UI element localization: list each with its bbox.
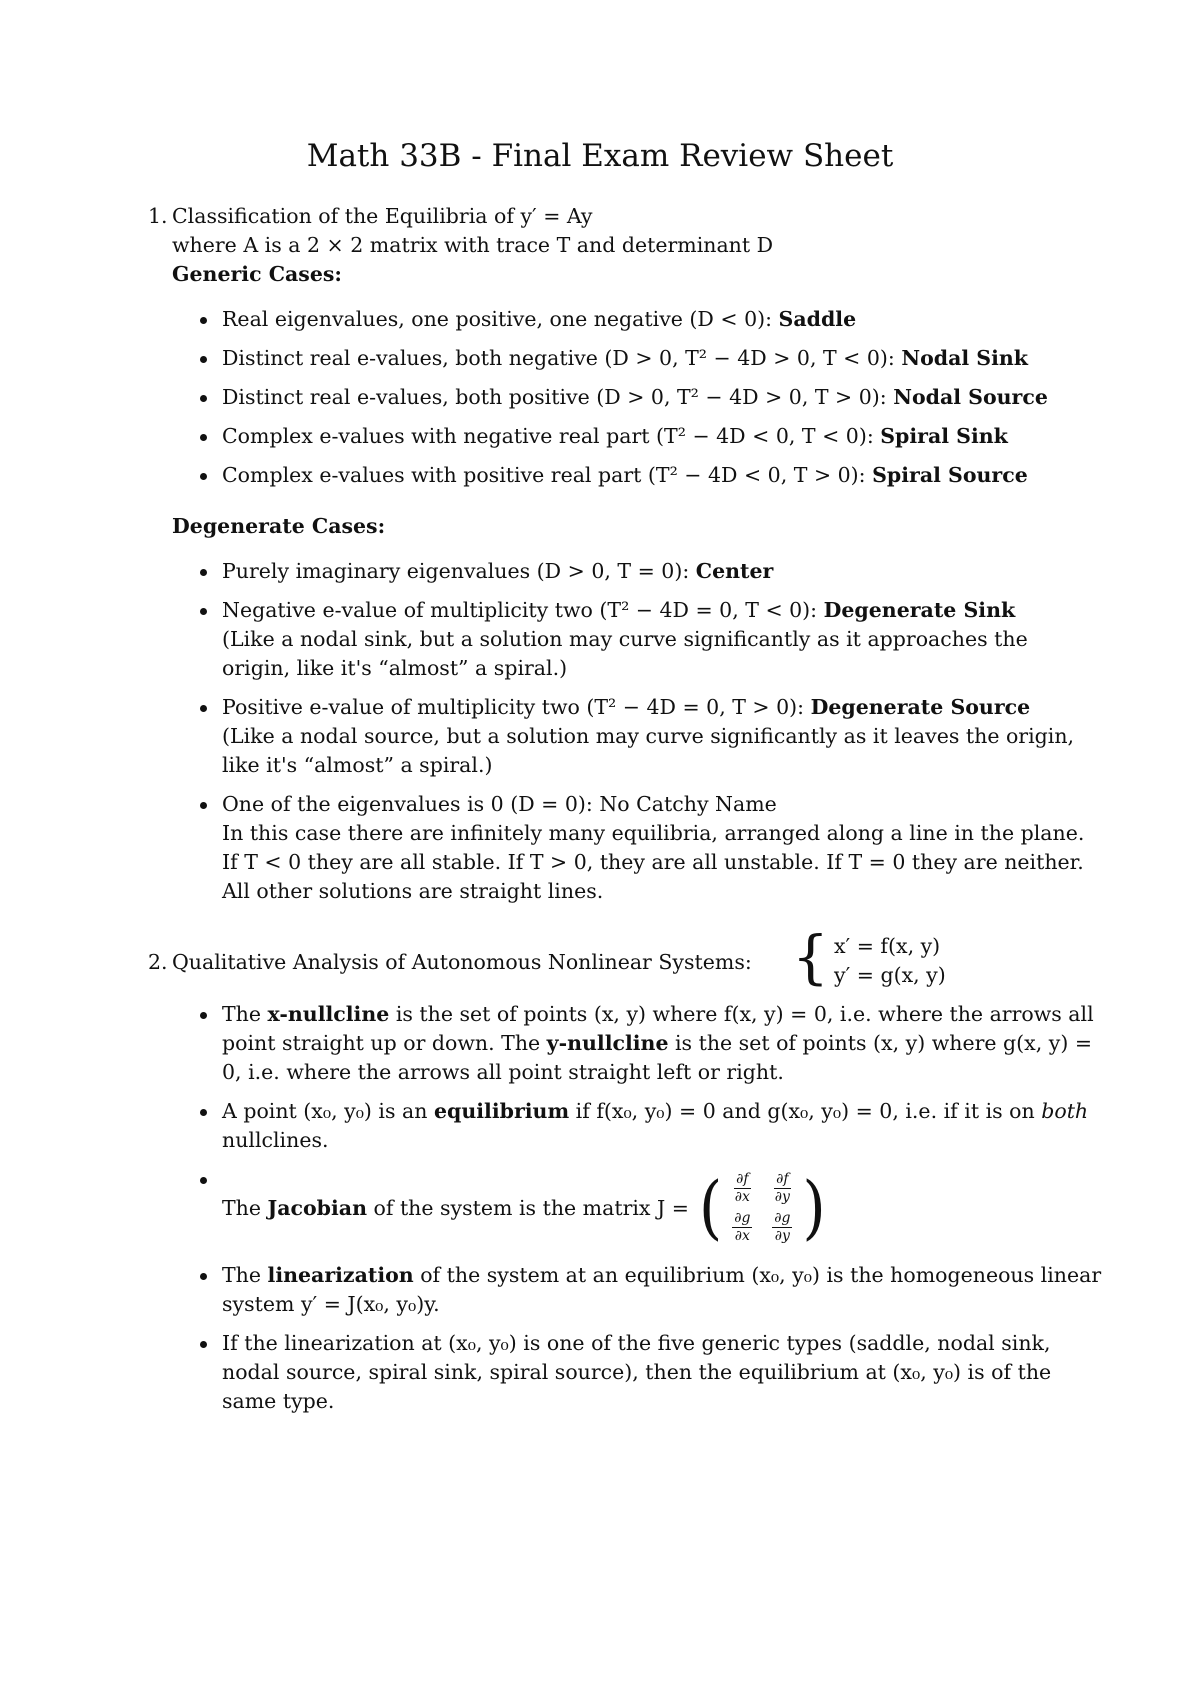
left-brace-glyph: {: [792, 923, 829, 991]
section-nonlinear-systems: [148, 923, 1102, 1426]
equation-y: y′ = g(x, y): [834, 963, 946, 987]
term: x-nullcline: [267, 1002, 390, 1026]
case-condition: Complex e-values with negative real part (T² − 4D < 0, T < 0):: [222, 424, 881, 448]
list-item: [172, 557, 1102, 586]
section-number: 2.: [148, 950, 168, 974]
case-note: In this case there are infinitely many equilibria, arranged along a line in the plane. If T < 0 they are all stable. If T > 0, they are all unstable. If T = 0 they are neither. All other solutions are straight lines.: [222, 821, 1085, 903]
list-item: [172, 1165, 1102, 1251]
jacobian-matrix: ( $\frac{\partial f}{\partial x}$ $\frac{\partial f}{\partial y}$ $\frac{\partial g}{\partial x}$ $\frac{\partial g}{\partial y}$ ): [698, 1167, 826, 1249]
emphasis: both: [1041, 1099, 1089, 1123]
degenerate-cases-heading: Degenerate Cases:: [172, 514, 386, 538]
list-item: If the linearization at (x₀, y₀) is one of the five generic types (saddle, nodal sink, nodal source, spiral sink, spiral source), then the equilibrium at (x₀, y₀) is of the same type.: [172, 1329, 1102, 1416]
list-item: [172, 461, 1102, 490]
list-item: The linearization of the system at an equilibrium (x₀, y₀) is the homogeneous linear system y′ = J(x₀, y₀)y.: [172, 1261, 1102, 1319]
system-definition: [148, 923, 1102, 992]
matrix-entry: $\frac{\partial g}{\partial x}$: [734, 1210, 751, 1244]
case-condition: Distinct real e-values, both negative (D > 0, T² − 4D > 0, T < 0):: [222, 346, 902, 370]
case-condition: Real eigenvalues, one positive, one negative (D < 0):: [222, 307, 779, 331]
degenerate-cases-list: [172, 557, 1102, 906]
case-name: Nodal Sink: [901, 346, 1028, 370]
matrix-entry: $\frac{\partial g}{\partial y}$: [774, 1210, 791, 1244]
term: y-nullcline: [546, 1031, 669, 1055]
case-name: Degenerate Sink: [823, 598, 1016, 622]
list-item: [172, 790, 1102, 906]
list-item: [172, 422, 1102, 451]
case-name: Spiral Sink: [880, 424, 1008, 448]
case-name: Center: [695, 559, 774, 583]
list-item: [172, 344, 1102, 373]
case-note: (Like a nodal source, but a solution may curve significantly as it leaves the origin, like it's “almost” a spiral.): [222, 724, 1075, 777]
list-item: [172, 596, 1102, 683]
section-number: 1.: [148, 204, 168, 228]
case-name: Degenerate Source: [810, 695, 1031, 719]
term: linearization: [267, 1263, 414, 1287]
jacobian-row: The Jacobian of the system is the matrix J = ( $\frac{\partial f}{\partial x}$ $\frac{\partial f}{\partial y}$ $\frac{\partial g}{\partial x}$ $\frac{\partial g}{\partial y}$ ): [222, 1165, 1102, 1251]
generic-cases-heading: Generic Cases:: [172, 262, 342, 286]
case-name: Spiral Source: [872, 463, 1028, 487]
section-heading: Classification of the Equilibria of y′ = Ay: [172, 204, 593, 228]
nonlinear-list: [172, 1000, 1102, 1416]
case-condition: Negative e-value of multiplicity two (T² − 4D = 0, T < 0):: [222, 598, 824, 622]
generic-cases-list: [172, 305, 1102, 490]
list-item: [172, 305, 1102, 334]
section-subheading: where A is a 2 × 2 matrix with trace T and determinant D: [172, 233, 774, 257]
list-item: A point (x₀, y₀) is an equilibrium if f(x₀, y₀) = 0 and g(x₀, y₀) = 0, i.e. if it is on both nullclines.: [172, 1097, 1102, 1155]
term: equilibrium: [433, 1099, 570, 1123]
section-heading: Qualitative Analysis of Autonomous Nonlinear Systems:: [172, 950, 752, 974]
equation-x: x′ = f(x, y): [834, 934, 941, 958]
case-condition: Distinct real e-values, both positive (D > 0, T² − 4D > 0, T > 0):: [222, 385, 894, 409]
case-condition: Complex e-values with positive real part (T² − 4D < 0, T > 0):: [222, 463, 873, 487]
term: Jacobian: [267, 1195, 367, 1220]
list-item: [172, 383, 1102, 412]
case-condition: One of the eigenvalues is 0 (D = 0): No Catchy Name: [222, 792, 777, 816]
case-note: (Like a nodal sink, but a solution may curve significantly as it approaches the origin, like it's “almost” a spiral.): [222, 627, 1028, 680]
matrix-entry: $\frac{\partial f}{\partial x}$: [734, 1171, 750, 1205]
case-condition: Positive e-value of multiplicity two (T² − 4D = 0, T > 0):: [222, 695, 811, 719]
matrix-entry: $\frac{\partial f}{\partial y}$: [774, 1171, 790, 1205]
list-item: The x-nullcline is the set of points (x, y) where f(x, y) = 0, i.e. where the arrows all point straight up or down. The y-nullcline is the set of points (x, y) where g(x, y) = 0, i.e. where the arrows all point straight left or right.: [172, 1000, 1102, 1087]
list-item: [172, 693, 1102, 780]
case-name: Saddle: [778, 307, 857, 331]
page-title: Math 33B - Final Exam Review Sheet: [306, 138, 894, 174]
case-name: Nodal Source: [893, 385, 1048, 409]
system-equations: [834, 932, 946, 990]
case-condition: Purely imaginary eigenvalues (D > 0, T = 0):: [222, 559, 696, 583]
section-equilibria-classification: [148, 202, 1102, 916]
